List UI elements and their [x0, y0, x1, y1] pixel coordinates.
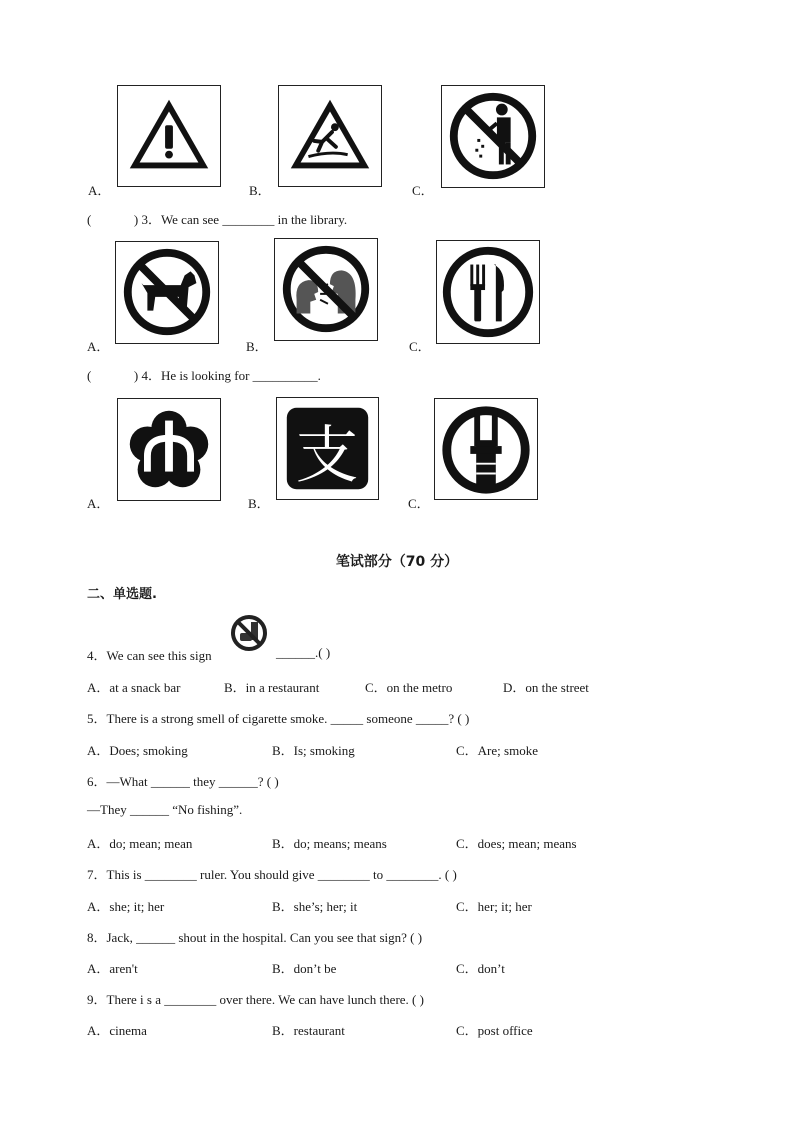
- q2-option-c: C．: [412, 183, 434, 198]
- restaurant-icon: [436, 240, 540, 344]
- q9-stem: 9．There i s a ________ over there. We can have lunch there. ( ): [87, 992, 424, 1007]
- q3-text: 3．We can see ________ in the library.: [141, 212, 348, 227]
- bank-logo-icon: [434, 398, 538, 500]
- no-talking-icon: [274, 238, 378, 341]
- q4a-option-a: A．: [87, 496, 110, 511]
- q6-option-b: B．do; means; means: [272, 836, 387, 851]
- no-littering-icon: [441, 85, 545, 188]
- q9-option-c: C．post office: [456, 1023, 533, 1038]
- q7-stem: 7．This is ________ ruler. You should give ________ to ________. ( ): [87, 867, 457, 882]
- q2-option-a: A．: [88, 183, 111, 198]
- q7-option-a: A．she; it; her: [87, 899, 165, 914]
- q3-stem: [87, 209, 347, 228]
- q6-stem: 6．—What ______ they ______? ( ): [87, 774, 279, 789]
- q4a-stem: [87, 365, 321, 384]
- q3-option-c: C．: [409, 339, 431, 354]
- q4-stem: 4．We can see this sign: [87, 648, 212, 663]
- no-food-drink-icon: [229, 613, 269, 653]
- q5-option-c: C．Are; smoke: [456, 743, 538, 758]
- q8-option-a: A．aren't: [87, 961, 138, 976]
- q5-stem: 5．There is a strong smell of cigarette smoke. _____ someone _____? ( ): [87, 711, 470, 726]
- written-part-heading: 笔试部分（70 分）: [335, 554, 459, 570]
- q4-option-b: B．in a restaurant: [224, 680, 320, 695]
- no-dogs-icon: [115, 241, 219, 344]
- alipay-char: 支: [295, 418, 359, 492]
- q4a-option-c: C．: [408, 496, 430, 511]
- q9-option-a: A．cinema: [87, 1023, 147, 1038]
- q7-option-c: C．her; it; her: [456, 899, 532, 914]
- answer-paren-close: ): [133, 212, 139, 227]
- q3-option-b: B．: [246, 339, 268, 354]
- answer-paren-close: ): [133, 368, 139, 383]
- metro-logo-icon: [117, 398, 221, 501]
- q4-option-a: A．at a snack bar: [87, 680, 181, 695]
- q6-option-a: A．do; mean; mean: [87, 836, 193, 851]
- q8-stem: 8．Jack, ______ shout in the hospital. Can you see that sign? ( ): [87, 930, 423, 945]
- alipay-logo-icon: [276, 397, 379, 500]
- q6-stem-2: —They ______ “No fishing”.: [87, 802, 243, 817]
- section-2-title: 二、单选题.: [87, 587, 157, 602]
- q4a-option-b: B．: [248, 496, 270, 511]
- q9-option-b: B．restaurant: [272, 1023, 345, 1038]
- q6-option-c: C．does; mean; means: [456, 836, 577, 851]
- q3-option-a: A．: [87, 339, 110, 354]
- q5-option-a: A．Does; smoking: [87, 743, 188, 758]
- q2-option-b: B．: [249, 183, 271, 198]
- q7-option-b: B．she’s; her; it: [272, 899, 358, 914]
- answer-paren-open: (: [87, 212, 92, 227]
- q4-tail: ______.( ): [276, 645, 331, 660]
- q8-option-b: B．don’t be: [272, 961, 337, 976]
- slippery-floor-icon: [278, 85, 382, 187]
- q4a-text: 4．He is looking for __________.: [141, 368, 321, 383]
- q8-option-c: C．don’t: [456, 961, 505, 976]
- q4-option-d: D．on the street: [503, 680, 589, 695]
- answer-paren-open: (: [87, 368, 92, 383]
- q5-option-b: B．Is; smoking: [272, 743, 355, 758]
- q4-option-c: C．on the metro: [365, 680, 453, 695]
- warning-triangle-icon: [117, 85, 221, 187]
